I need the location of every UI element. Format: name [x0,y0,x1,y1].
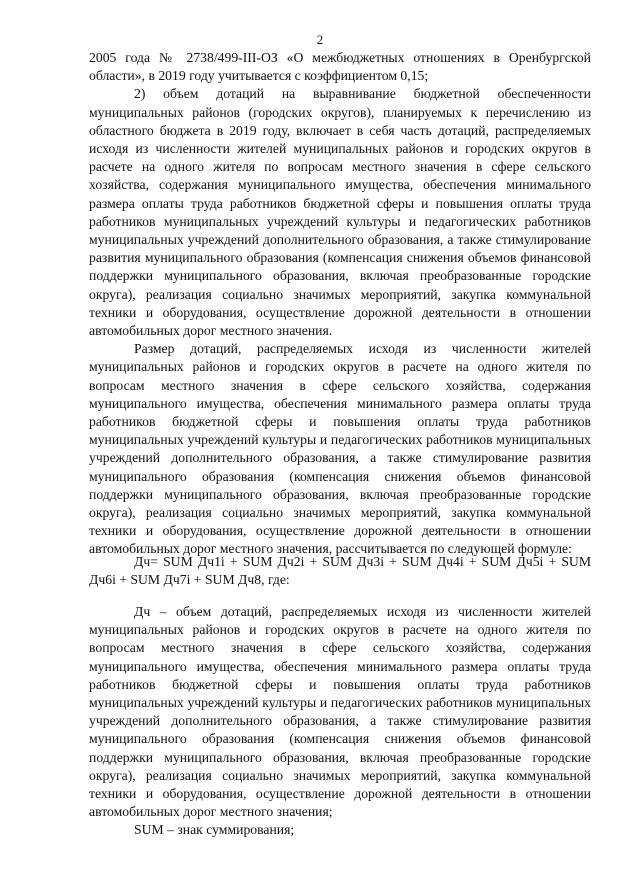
formula: Дч= SUM Дч1i + SUM Дч2i + SUM Дч3i + SUM Дч4i + SUM Дч5i + SUM Дч6i + SUM Дч7i + SUM Дч8, где: [89,554,591,588]
paragraph-subsidy-size: Размер дотаций, распределяемых исходя из численности жителей муниципальных районов и городских округов в расчете на одного жителя по вопросам местного значения в сфере сельского хозяйства, содержания муниципального имущества, обеспечения минимального размера оплаты труда работников бюджетной сферы и повышения оплаты труда работников муниципальных учреждений культуры и педагогических работников муниципальных учреждений дополнительного образования, а также стимулирование развития муниципального образования (компенсация снижения объемов финансовой поддержки муниципального образования, включая преобразованные городские округа), реализация социально значимых мероприятий, закупка коммунальной техники и оборудования, осуществление дорожной деятельности в отношении автомобильных дорог местного значения, рассчитывается по следующей формуле: [89,341,591,557]
formula-block [89,553,591,589]
paragraph-item-2: 2) объем дотаций на выравнивание бюджетной обеспеченности муниципальных районов (городских округов), планируемых к перечислению из областного бюджета в 2019 году, включает в себя часть дотаций, распределяемых исходя из численности жителей муниципальных районов и городских округов в расчете на одного жителя по вопросам местного значения в сфере сельского хозяйства, содержания муниципального имущества, обеспечения минимального размера оплаты труда работников бюджетной сферы и повышения оплаты труда работников муниципальных учреждений культуры и педагогических работников муниципальных учреждений дополнительного образования, а также стимулирование развития муниципального образования (компенсация снижения объемов финансовой поддержки муниципального образования, включая преобразованные городские округа), реализация социально значимых мероприятий, закупка коммунальной техники и оборудования, осуществление дорожной деятельности в отношении автомобильных дорог местного значения. [89,86,591,339]
definition-dch: Дч – объем дотаций, распределяемых исходя из численности жителей муниципальных районов и городских округов в расчете на одного жителя по вопросам местного значения в сфере сельского хозяйства, содержания муниципального имущества, обеспечения минимального размера оплаты труда работников бюджетной сферы и повышения оплаты труда работников муниципальных учреждений культуры и педагогических работников муниципальных учреждений дополнительного образования, а также стимулирование развития муниципального образования (компенсация снижения объемов финансовой поддержки муниципального образования, включая преобразованные городские округа), реализация социально значимых мероприятий, закупка коммунальной техники и оборудования, осуществление дорожной деятельности в отношении автомобильных дорог местного значения; [89,604,591,820]
definitions-block [89,603,591,840]
paragraph-law-reference: 2005 года № 2738/499-III-ОЗ «О межбюджетных отношениях в Оренбургской области», в 2019 году учитывается с коэффициентом 0,15; [89,50,591,84]
page-number: 2 [316,32,324,47]
body-text-top [89,49,591,559]
definition-sum: SUM – знак суммирования; [134,822,295,838]
